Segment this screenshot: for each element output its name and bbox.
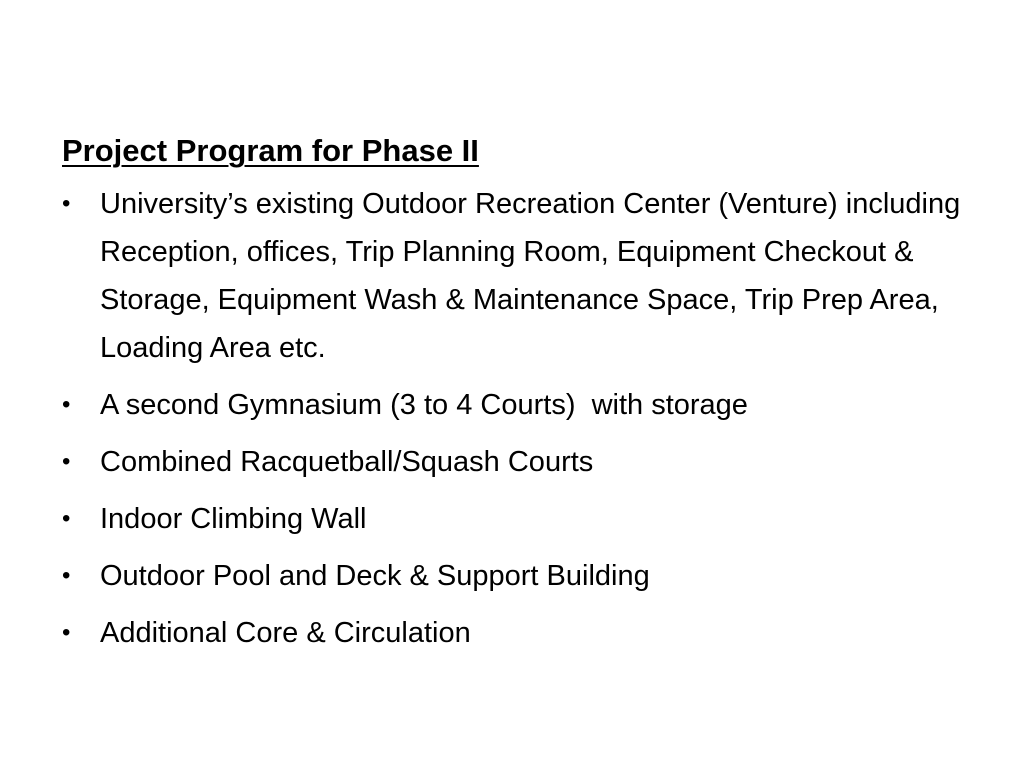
- bullet-dot-icon: •: [62, 505, 71, 532]
- bullet-text: A second Gymnasium (3 to 4 Courts) with storage: [100, 389, 748, 421]
- bullet-text: Combined Racquetball/Squash Courts: [100, 446, 594, 478]
- bullet-item: [62, 495, 962, 543]
- bullet-dot-icon: •: [62, 190, 71, 217]
- bullet-dot-icon: •: [62, 448, 71, 475]
- bullet-dot-icon: •: [62, 619, 71, 646]
- bullet-text: Indoor Climbing Wall: [100, 503, 367, 535]
- bullet-text: University’s existing Outdoor Recreation Center (Venture) including Reception, offices, Trip Planning Room, Equipment Checkout & Storage, Equipment Wash & Maintenance Space, Trip Prep Area, Loading Area etc.: [100, 188, 961, 364]
- bullet-dot-icon: •: [62, 391, 71, 418]
- slide-heading: Project Program for Phase II: [62, 133, 479, 168]
- bullet-item: [62, 552, 962, 600]
- bullet-item: [62, 609, 962, 657]
- slide-content: [62, 128, 962, 666]
- bullet-text: Outdoor Pool and Deck & Support Building: [100, 560, 650, 592]
- bullet-dot-icon: •: [62, 562, 71, 589]
- bullet-item: [62, 180, 962, 372]
- bullet-list: [62, 180, 962, 657]
- bullet-item: [62, 438, 962, 486]
- bullet-text: Additional Core & Circulation: [100, 617, 471, 649]
- bullet-item: [62, 381, 962, 429]
